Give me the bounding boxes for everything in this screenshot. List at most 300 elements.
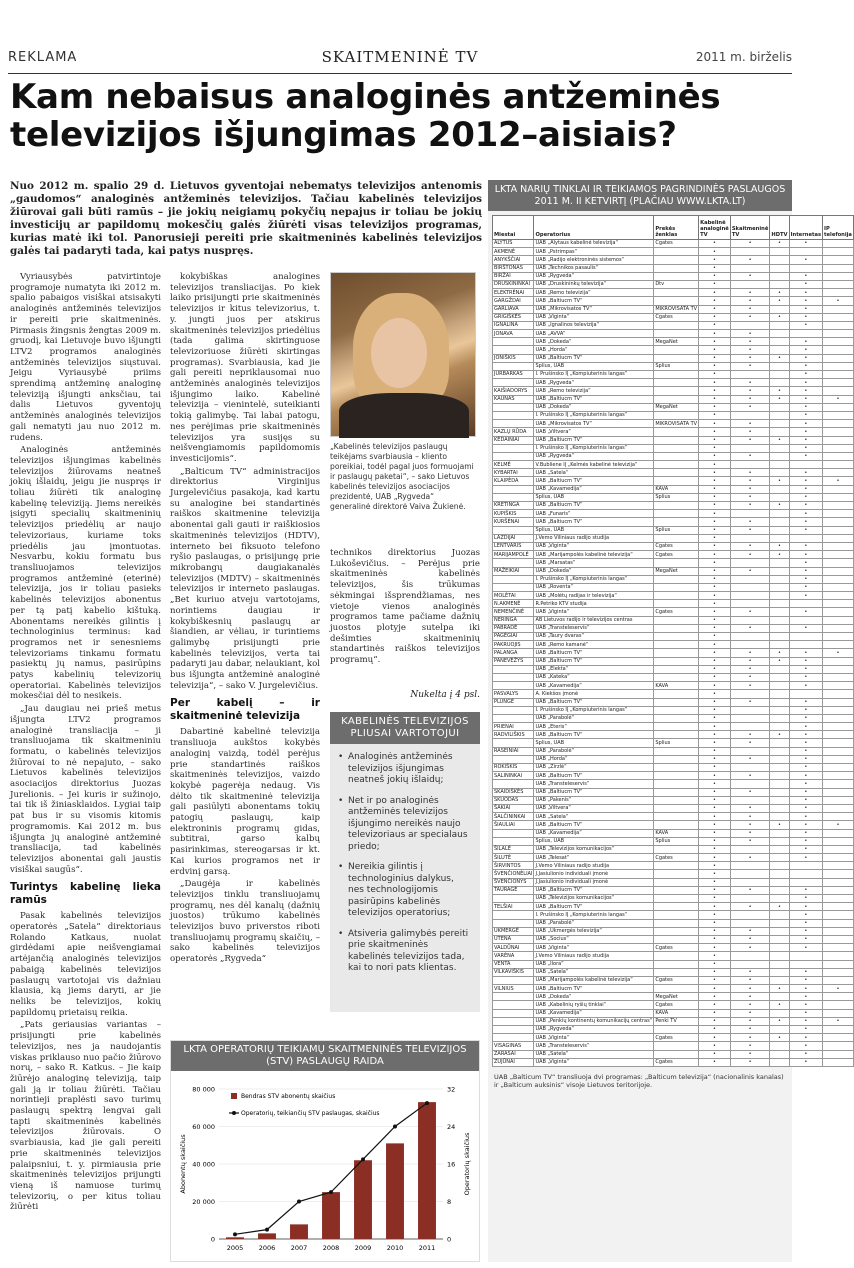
- table-cell: •: [789, 993, 822, 1001]
- table-cell: •: [789, 1034, 822, 1042]
- table-row: [493, 379, 854, 387]
- table-cell: [823, 330, 854, 338]
- table-cell: •: [699, 960, 731, 968]
- table-cell: •: [699, 411, 731, 419]
- table-row: [493, 985, 854, 993]
- table-cell: [493, 411, 534, 419]
- table-cell: [730, 641, 770, 649]
- table-row: [493, 649, 854, 657]
- table-cell: [730, 575, 770, 583]
- table-cell: ŠVENČIONYS: [493, 878, 534, 886]
- table-cell: [770, 428, 789, 436]
- table-row: [493, 518, 854, 526]
- table-cell: •: [730, 682, 770, 690]
- table-cell: [770, 1026, 789, 1034]
- table-cell: UAB „Televizijos komunikacijos“: [534, 845, 654, 853]
- table-cell: JONIŠKIS: [493, 354, 534, 362]
- table-cell: •: [770, 297, 789, 305]
- table-cell: AKMENĖ: [493, 248, 534, 256]
- x-tick-label: 2008: [322, 1244, 340, 1252]
- table-cell: •: [770, 731, 789, 739]
- table-cell: •: [770, 903, 789, 911]
- table-title: LKTA NARIŲ TINKLAI IR TEIKIAMOS PAGRINDINĖS PASLAUGOS 2011 M. II KETVIRTĮ (PLAČIAU WWW.LKTA.LT): [488, 180, 792, 211]
- table-cell: VILKAVIŠKIS: [493, 968, 534, 976]
- table-row: [493, 1042, 854, 1050]
- table-cell: MegaNet: [654, 993, 699, 1001]
- table-cell: UAB „Kavamedija“: [534, 1009, 654, 1017]
- list-item: • Nereikia gilintis į technologinius dalykus, nes technologijomis pasirūpins kabelinės televizijos operatorius;: [338, 862, 472, 920]
- table-cell: ŠILALĖ: [493, 845, 534, 853]
- table-cell: •: [823, 985, 854, 993]
- table-cell: Cgates: [654, 976, 699, 984]
- table-cell: •: [730, 485, 770, 493]
- table-cell: [730, 633, 770, 641]
- table-cell: TELŠIAI: [493, 903, 534, 911]
- table-row: [493, 248, 854, 256]
- table-row: [493, 551, 854, 559]
- table-cell: [823, 518, 854, 526]
- table-cell: •: [699, 534, 731, 542]
- table-cell: UAB „Baltiucm TV“: [534, 985, 654, 993]
- table-cell: •: [699, 845, 731, 853]
- table-cell: [654, 616, 699, 624]
- table-cell: Cgates: [654, 1034, 699, 1042]
- table-cell: MegaNet: [654, 403, 699, 411]
- table-cell: UAB „Satela“: [534, 469, 654, 477]
- table-cell: •: [730, 788, 770, 796]
- table-cell: [770, 616, 789, 624]
- table-cell: •: [770, 657, 789, 665]
- table-cell: J.Jasiulionio individuali įmonė: [534, 870, 654, 878]
- table-cell: •: [730, 256, 770, 264]
- table-cell: [823, 575, 854, 583]
- column-header: Kabelinė analoginė TV: [699, 216, 731, 240]
- table-cell: •: [699, 567, 731, 575]
- table-cell: •: [699, 502, 731, 510]
- table-cell: •: [699, 379, 731, 387]
- table-cell: [770, 583, 789, 591]
- table-cell: [730, 411, 770, 419]
- table-cell: UAB „Baltiucm TV“: [534, 297, 654, 305]
- table-row: [493, 952, 854, 960]
- table-cell: •: [789, 944, 822, 952]
- table-cell: [770, 264, 789, 272]
- table-cell: [770, 452, 789, 460]
- table-cell: •: [699, 600, 731, 608]
- table-cell: ŠIAULIAI: [493, 821, 534, 829]
- table-cell: ZARASAI: [493, 1050, 534, 1058]
- table-row: [493, 935, 854, 943]
- table-cell: MAŽEIKIAI: [493, 567, 534, 575]
- table-cell: •: [789, 395, 822, 403]
- photo-caption: „Kabelinės televizijos paslaugų teikėjams svarbiausia – kliento poreikiai, todėl pagal juos formuojami ir paslaugų paketai“, – sako Lietuvos kabelinės televizijos asociacijos prezidentė, UAB „Rygveda“ generalinė direktorė Vaiva Žukienė.: [330, 442, 474, 511]
- table-cell: •: [699, 690, 731, 698]
- table-row: [493, 960, 854, 968]
- table-cell: [493, 665, 534, 673]
- table-cell: UAB „Viginta“: [534, 313, 654, 321]
- table-row: [493, 526, 854, 534]
- table-cell: •: [770, 313, 789, 321]
- table-cell: •: [699, 993, 731, 1001]
- table-cell: [493, 493, 534, 501]
- table-cell: [823, 428, 854, 436]
- table-cell: •: [789, 280, 822, 288]
- table-cell: SKAIDIŠKĖS: [493, 788, 534, 796]
- table-cell: VARĖNA: [493, 952, 534, 960]
- table-cell: [770, 559, 789, 567]
- table-cell: •: [789, 477, 822, 485]
- table-cell: •: [823, 477, 854, 485]
- table-cell: [770, 641, 789, 649]
- lead-paragraph: Nuo 2012 m. spalio 29 d. Lietuvos gyventojai nebematys televizijos antenomis „gaudomos“ analoginės antžeminės televizijos. Tačiau kabelinės televizijos žiūrovai gali būti ramūs – jie jokių neigiamų pokyčių nepajus ir toliau be jokių investicijų ar papildomų mokesčių galės žiūrėti visas televizijos programas, kurias matė iki tol. Panorusieji pereiti prie skaitmeninės kabelinės televizijos galės tai padaryti tada, kai patys nuspręs.: [10, 180, 482, 257]
- table-cell: [823, 837, 854, 845]
- table-cell: [770, 575, 789, 583]
- table-cell: [654, 534, 699, 542]
- table-cell: [770, 280, 789, 288]
- table-cell: [493, 420, 534, 428]
- table-cell: [823, 616, 854, 624]
- table-cell: VISAGINAS: [493, 1042, 534, 1050]
- table-cell: LAZDIJAI: [493, 534, 534, 542]
- table-cell: [654, 673, 699, 681]
- table-cell: [654, 690, 699, 698]
- table-cell: [493, 379, 534, 387]
- table-cell: UAB „Mikrovisatos TV“: [534, 305, 654, 313]
- table-cell: [770, 330, 789, 338]
- table-cell: •: [789, 854, 822, 862]
- table-cell: •: [730, 657, 770, 665]
- table-cell: ŠAKIAI: [493, 804, 534, 812]
- table-cell: [654, 780, 699, 788]
- table-cell: UTENA: [493, 935, 534, 943]
- table-cell: UAB „Remo televizija“: [534, 387, 654, 395]
- table-cell: •: [730, 1042, 770, 1050]
- table-cell: [654, 731, 699, 739]
- table-row: [493, 854, 854, 862]
- table-cell: MIKROVISATA TV: [655, 305, 698, 312]
- table-cell: UAB „Baltiucm TV“: [534, 698, 654, 706]
- table-cell: •: [789, 551, 822, 559]
- list-item: • Atsiveria galimybės pereiti prie skaitmeninės kabelinės televizijos tada, kai to nori pats klientas.: [338, 929, 472, 975]
- table-cell: JURBARKAS: [493, 371, 534, 379]
- table-cell: [789, 264, 822, 272]
- table-cell: •: [730, 927, 770, 935]
- table-cell: [770, 248, 789, 256]
- table-cell: SKUODAS: [493, 796, 534, 804]
- table-cell: [789, 870, 822, 878]
- table-cell: [789, 534, 822, 542]
- table-cell: •: [699, 542, 731, 550]
- table-cell: [823, 870, 854, 878]
- table-cell: UAB „Viginta“: [534, 944, 654, 952]
- bar: [322, 1192, 340, 1239]
- table-row: [493, 706, 854, 714]
- table-cell: •: [699, 968, 731, 976]
- table-cell: [770, 485, 789, 493]
- table-cell: [770, 534, 789, 542]
- table-row: [493, 673, 854, 681]
- table-row: [493, 583, 854, 591]
- table-cell: •: [789, 493, 822, 501]
- table-cell: •: [789, 755, 822, 763]
- table-row: [493, 927, 854, 935]
- table-cell: •: [699, 256, 731, 264]
- table-cell: •: [730, 1034, 770, 1042]
- table-cell: UAB „Technikos pasaulis“: [534, 264, 654, 272]
- table-cell: •: [730, 886, 770, 894]
- table-cell: [823, 272, 854, 280]
- table-cell: [654, 935, 699, 943]
- benefits-title: KABELINĖS TELEVIZIJOS PLIUSAI VARTOTOJUI: [330, 712, 480, 744]
- column-header: Operatorius: [534, 216, 654, 240]
- table-cell: [493, 575, 534, 583]
- table-cell: •: [730, 305, 770, 313]
- bar: [290, 1224, 308, 1239]
- table-cell: •: [699, 952, 731, 960]
- table-cell: •: [730, 518, 770, 526]
- table-cell: •: [730, 436, 770, 444]
- table-cell: PRIENAI: [493, 723, 534, 731]
- table-cell: UAB „Parabolė“: [534, 919, 654, 927]
- table-cell: UAB „Transteleservis“: [534, 1042, 654, 1050]
- table-cell: •: [789, 624, 822, 632]
- table-row: [493, 1001, 854, 1009]
- table-cell: [654, 641, 699, 649]
- table-cell: •: [789, 297, 822, 305]
- table-cell: [823, 690, 854, 698]
- table-cell: [770, 723, 789, 731]
- table-row: [493, 567, 854, 575]
- table-row: [493, 821, 854, 829]
- table-cell: MegaNet: [654, 567, 699, 575]
- table-cell: •: [699, 305, 731, 313]
- table-row: [493, 272, 854, 280]
- table-cell: [654, 411, 699, 419]
- table-cell: [770, 976, 789, 984]
- table-cell: [823, 1001, 854, 1009]
- table-cell: •: [730, 428, 770, 436]
- table-cell: [823, 1009, 854, 1017]
- table-row: [493, 485, 854, 493]
- table-cell: •: [699, 330, 731, 338]
- table-cell: [823, 706, 854, 714]
- table-row: [493, 1058, 854, 1066]
- table-row: [493, 665, 854, 673]
- table-cell: UAB „Radijo elektroninės sistemos“: [534, 256, 654, 264]
- table-cell: [823, 526, 854, 534]
- table-cell: [770, 1058, 789, 1066]
- table-cell: PASVALYS: [493, 690, 534, 698]
- table-cell: [730, 845, 770, 853]
- paragraph: technikos direktorius Juozas Lukoševičius. – Perėjus prie skaitmeninės kabelinės televizijos, šis trūkumas sėkmingai išsprendžiamas, nes vietoje vienos analoginės programos tame pačiame dažnių juostos plotyje sutelpa iki dešimties skaitmeninių standartinės raiškos televizijos programų“.: [330, 548, 480, 666]
- table-cell: [493, 403, 534, 411]
- table-row: [493, 813, 854, 821]
- table-cell: [493, 829, 534, 837]
- table-cell: UAB „Satela“: [534, 813, 654, 821]
- table-cell: PALANGA: [493, 649, 534, 657]
- table-cell: •: [730, 403, 770, 411]
- table-row: [493, 845, 854, 853]
- table-cell: [770, 362, 789, 370]
- table-row: [493, 731, 854, 739]
- table-cell: [730, 960, 770, 968]
- table-cell: •: [770, 502, 789, 510]
- table-row: [493, 698, 854, 706]
- table-cell: [770, 911, 789, 919]
- table-cell: •: [699, 731, 731, 739]
- table-cell: [823, 411, 854, 419]
- table-row: [493, 354, 854, 362]
- table-row: [493, 600, 854, 608]
- table-cell: UAB „Baltiucm TV“: [534, 772, 654, 780]
- table-cell: [654, 297, 699, 305]
- table-cell: [654, 624, 699, 632]
- table-cell: •: [789, 1026, 822, 1034]
- headline: Kam nebaisus analoginės antžeminės televizijos išjungimas 2012–aisiais?: [10, 77, 721, 155]
- y-axis-label: Abonentų skaičius: [179, 1134, 187, 1194]
- table-cell: •: [789, 845, 822, 853]
- table-cell: RASEINIAI: [493, 747, 534, 755]
- table-row: [493, 714, 854, 722]
- subheading: Turintys kabelinę lieka ramūs: [10, 881, 161, 907]
- table-cell: •: [789, 837, 822, 845]
- table-cell: [654, 452, 699, 460]
- table-cell: [770, 993, 789, 1001]
- table-cell: •: [730, 624, 770, 632]
- table-cell: KAIŠIADORYS: [493, 387, 534, 395]
- table-cell: UAB „Rygveda“: [534, 379, 654, 387]
- paragraph: „Balticum TV“ administracijos direktorius Virginijus Jurgelevičius pasakoja, kad kartu su analogine bei standartinės raiškos skaitmenine televizija abonentai gali gauti ir raiškiosios skaitmeninės televizijos (HDTV), interneto bei fiksuoto telefono ryšio paslaugas, o prisijungę prie mikrobangų daugiakanalės televizijos (MDTV) – skaitmeninės televizijos ir interneto paslaugas. „Bet kuriuo atveju vartotojams, norintiems daugiau ir kokybiškesnių paslaugų ar šiandien, ar vėliau, ir turintiems galimybę prisijungti prie kabelinės televizijos, verta tai padaryti jau dabar, nelaukiant, kol bus išjungta antžeminė analoginė televizija“, – sako V. Jurgelevičius.: [170, 466, 320, 691]
- table-row: [493, 895, 854, 903]
- table-cell: [730, 895, 770, 903]
- table-cell: •: [789, 780, 822, 788]
- table-cell: V.Bubliene IĮ „Kelmės kabelinė televizija“: [534, 461, 654, 469]
- table-cell: [770, 813, 789, 821]
- table-cell: Splius: [654, 837, 699, 845]
- table-cell: UAB „Horda“: [534, 346, 654, 354]
- table-cell: •: [789, 608, 822, 616]
- table-cell: •: [730, 1009, 770, 1017]
- table-cell: Splius, UAB: [534, 837, 654, 845]
- table-cell: BIRŠTONAS: [493, 264, 534, 272]
- table-cell: [770, 403, 789, 411]
- column-header: Prekės ženklas: [654, 216, 699, 240]
- paragraph: Pasak kabelinės televizijos operatorės „Satela“ direktoriaus Rolando Katkaus, nuolat girdėdami apie neišvengiamai artėjančią analoginės televizijos pabaigą kabelinės televizijos paslaugų vartotojai vis dažniau klausia, ką jiems daryti, ar jie neliks be televizijos, kokių papildomų prietaisų reikia.: [10, 911, 161, 1018]
- table-cell: •: [730, 739, 770, 747]
- table-cell: •: [730, 649, 770, 657]
- table-cell: UAB „Kateka“: [534, 673, 654, 681]
- table-cell: UAB „Marsatas“: [534, 559, 654, 567]
- table-cell: KAVA: [654, 1009, 699, 1017]
- table-cell: •: [699, 1058, 731, 1066]
- table-cell: [823, 919, 854, 927]
- table-cell: UAB „AVVA“: [534, 330, 654, 338]
- table-cell: UAB „Taury dvaras“: [534, 633, 654, 641]
- table-cell: [654, 248, 699, 256]
- table-cell: [823, 682, 854, 690]
- table-cell: VALDŪNAI: [493, 944, 534, 952]
- table-cell: Cgates: [654, 542, 699, 550]
- table-cell: [654, 796, 699, 804]
- line-point: [297, 1200, 301, 1204]
- table-cell: •: [730, 698, 770, 706]
- table-cell: [823, 362, 854, 370]
- table-cell: ŠALČININKAI: [493, 813, 534, 821]
- table-cell: [823, 264, 854, 272]
- table-cell: •: [770, 649, 789, 657]
- table-cell: UAB „Baltiucm TV“: [534, 502, 654, 510]
- table-cell: •: [699, 510, 731, 518]
- table-cell: UAB „Roventa“: [534, 583, 654, 591]
- table-cell: •: [789, 379, 822, 387]
- list-item: • Analoginės antžeminės televizijos išjungimas neatneš jokių išlaidų;: [338, 752, 472, 787]
- table-cell: •: [730, 297, 770, 305]
- table-cell: •: [789, 657, 822, 665]
- table-row: [493, 764, 854, 772]
- y2-tick-label: 32: [447, 1085, 456, 1094]
- table-cell: [823, 944, 854, 952]
- table-cell: •: [789, 592, 822, 600]
- table-cell: J.Vemo Viliniaus radijo studija: [534, 952, 654, 960]
- table-cell: N.AKMENĖ: [493, 600, 534, 608]
- subheading: Per kabelį – ir skaitmeninė televizija: [170, 697, 320, 723]
- table-cell: •: [730, 551, 770, 559]
- table-cell: •: [730, 985, 770, 993]
- table-cell: [823, 493, 854, 501]
- table-row: [493, 657, 854, 665]
- table-cell: •: [789, 739, 822, 747]
- line-point: [361, 1157, 365, 1161]
- table-cell: [493, 780, 534, 788]
- table-cell: [789, 960, 822, 968]
- table-cell: ŠIRVINTOS: [493, 862, 534, 870]
- table-cell: [770, 371, 789, 379]
- table-cell: [730, 559, 770, 567]
- table-cell: •: [789, 682, 822, 690]
- table-cell: •: [699, 747, 731, 755]
- table-cell: Splius: [654, 493, 699, 501]
- table-row: [493, 723, 854, 731]
- table-cell: [654, 903, 699, 911]
- table-row: [493, 461, 854, 469]
- table-cell: Cgates: [654, 944, 699, 952]
- table-cell: •: [699, 886, 731, 894]
- table-cell: [823, 780, 854, 788]
- table-cell: •: [699, 248, 731, 256]
- table-cell: R.Petriko KTV studija: [534, 600, 654, 608]
- table-cell: GARGŽDAI: [493, 297, 534, 305]
- table-cell: •: [730, 338, 770, 346]
- table-cell: •: [789, 567, 822, 575]
- table-cell: [823, 854, 854, 862]
- table-cell: UAB „Satela“: [534, 1050, 654, 1058]
- table-cell: [770, 493, 789, 501]
- table-cell: RADVILIŠKIS: [493, 731, 534, 739]
- table-cell: [823, 379, 854, 387]
- table-cell: •: [699, 764, 731, 772]
- table-cell: •: [789, 706, 822, 714]
- table-cell: [823, 764, 854, 772]
- table-cell: •: [699, 469, 731, 477]
- list-item: • Net ir po analoginės antžeminės televizijos išjungimo nereikės naujo televizoriaus ar specialaus priedo;: [338, 796, 472, 854]
- table-cell: •: [730, 813, 770, 821]
- table-cell: [823, 911, 854, 919]
- table-row: [493, 452, 854, 460]
- paragraph: Analoginės antžeminės televizijos išjungimas kabelinės televizijos žiūrovams neatneš jokių išlaidų, jeigu jie nuspręs ir toliau žiūrėti tik analoginę kabelinę televiziją. Jiems nereikės įsigyti specialių skaitmeninių televizijos priedėlių ar naujo televizoriaus, kuriame toks priedėlis jau įmontuotas. Nesvarbu, kokiu formatu bus transliuojamos televizijos programos antžeminė (eterinė) televizija, jos ir toliau pasieks kabelinės televizijos abonentus per tą patį kabelio kištuką. Abonentams nereikės gilintis į technologinius terminus: kad programos net ir senesniems televizoriams tinkamu formatu pasiektų jų namus, pasirūpins patys kabelinių televizorių operatoriai. Kabelinės televizijos mokesčiai dėl to nesikeis.: [10, 445, 161, 702]
- table-cell: [770, 870, 789, 878]
- table-cell: [770, 510, 789, 518]
- table-cell: UAB „Baltiucm TV“: [534, 477, 654, 485]
